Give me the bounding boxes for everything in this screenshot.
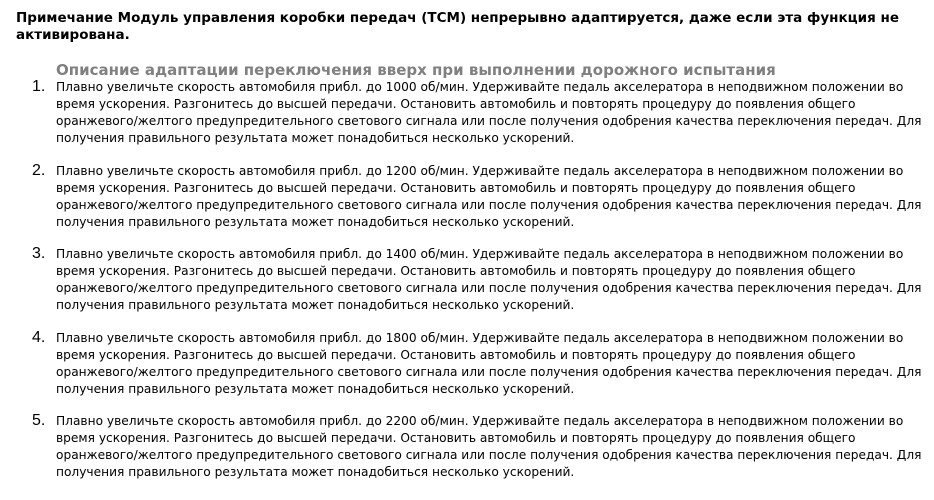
step-number: 4. [32,328,46,346]
step-text: Плавно увеличьте скорость автомобиля прибл. до 1200 об/мин. Удерживайте педаль акселератора в неподвижном положении во время ускорения. Разгонитесь до высшей передачи. Остановить автомобиль и повторять процедуру до появления общего оранжевого/желтого предупредительного светового сигнала или после получения одобрения качества переключения передач. Для получения правильного результата может понадобиться несколько ускорений. [56,163,922,229]
step-item-3 [0,246,934,330]
step-number: 5. [32,412,46,429]
step-item-2 [0,163,934,247]
step-item-5 [0,413,934,497]
step-item-4 [0,330,934,414]
section-title: Описание адаптации переключения вверх при выполнении дорожного испытания [56,61,776,79]
step-text: Плавно увеличьте скорость автомобиля прибл. до 1000 об/мин. Удерживайте педаль акселератора в неподвижном положении во время ускорения. Разгонитесь до высшей передачи. Остановить автомобиль и повторять процедуру до появления общего оранжевого/желтого предупредительного светового сигнала или после получения одобрения качества переключения передач. Для получения правильного результата может понадобиться несколько ускорений. [56,80,922,145]
step-number: 1. [32,78,46,95]
step-number: 3. [32,245,46,262]
step-item-1 [0,79,934,163]
step-text: Плавно увеличьте скорость автомобиля прибл. до 2200 об/мин. Удерживайте педаль акселератора в неподвижном положении во время ускорения. Разгонитесь до высшей передачи. Остановить автомобиль и повторять процедуру до появления общего оранжевого/желтого предупредительного светового сигнала или после получения одобрения качества переключения передач. Для получения правильного результата может понадобиться несколько ускорений. [56,414,922,479]
steps-list [0,79,934,497]
step-text: Плавно увеличьте скорость автомобиля прибл. до 1800 об/мин. Удерживайте педаль акселератора в неподвижном положении во время ускорения. Разгонитесь до высшей передачи. Остановить автомобиль и повторять процедуру до появления общего оранжевого/желтого предупредительного светового сигнала или после получения одобрения качества переключения передач. Для получения правильного результата может понадобиться несколько ускорений. [56,330,922,396]
step-text: Плавно увеличьте скорость автомобиля прибл. до 1400 об/мин. Удерживайте педаль акселератора в неподвижном положении во время ускорения. Разгонитесь до высшей передачи. Остановить автомобиль и повторять процедуру до появления общего оранжевого/желтого предупредительного светового сигнала или после получения одобрения качества переключения передач. Для получения правильного результата может понадобиться несколько ускорений. [56,247,922,312]
step-number: 2. [32,161,46,179]
note-text: Примечание Модуль управления коробки передач (TCM) непрерывно адаптируется, даже если эта функция не активирована. [16,10,899,43]
